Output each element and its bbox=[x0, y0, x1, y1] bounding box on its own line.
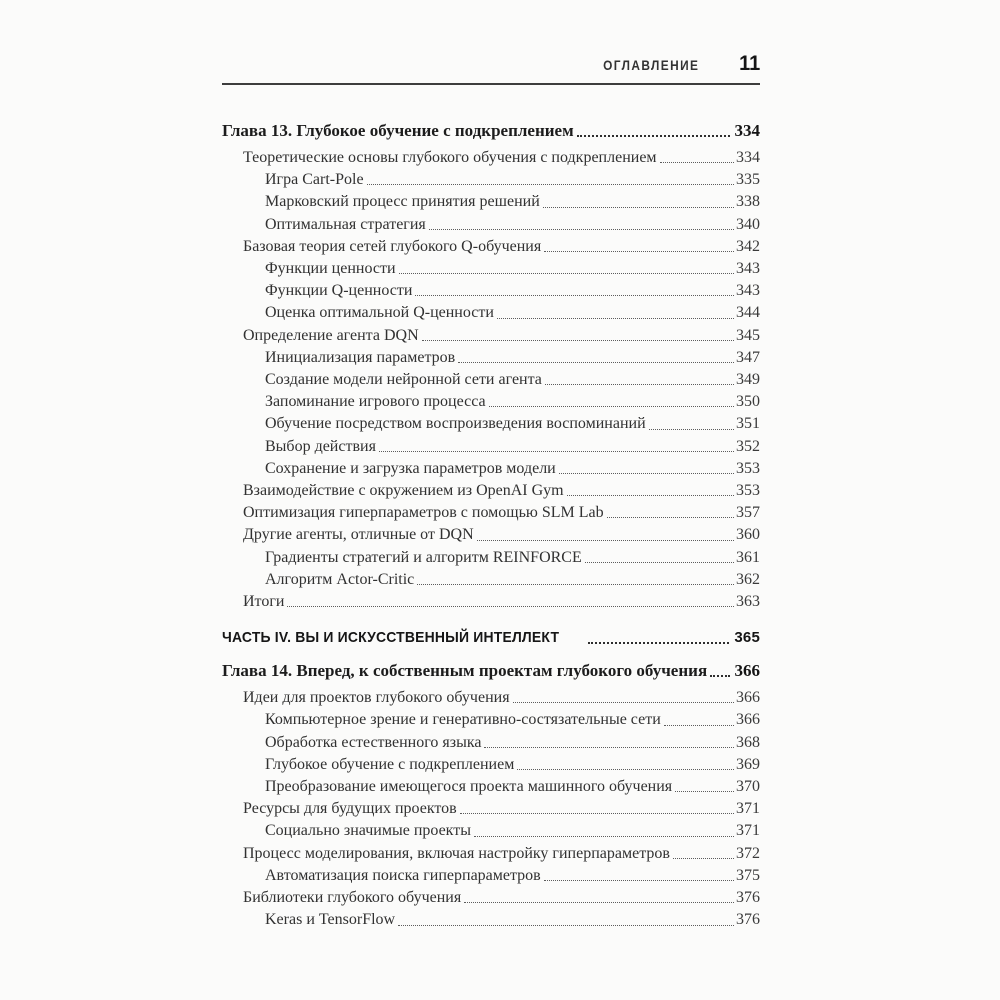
toc-entry-page: 366 bbox=[736, 689, 760, 707]
toc-entry bbox=[222, 413, 760, 435]
dot-leader bbox=[379, 451, 734, 452]
toc-entry bbox=[222, 754, 760, 776]
toc-entry bbox=[222, 147, 760, 169]
toc-entry-page: 351 bbox=[736, 415, 760, 433]
toc-entry-title: Компьютерное зрение и генеративно-состязательные сети bbox=[265, 711, 661, 729]
dot-leader bbox=[607, 517, 734, 518]
dot-leader bbox=[399, 273, 734, 274]
dot-leader bbox=[417, 584, 734, 585]
toc-entry-page: 340 bbox=[736, 215, 760, 233]
toc-entry bbox=[222, 887, 760, 909]
toc-entry bbox=[222, 843, 760, 865]
dot-leader bbox=[517, 769, 734, 770]
dot-leader bbox=[287, 606, 734, 607]
dot-leader bbox=[585, 562, 734, 563]
toc-chapter-heading-title: Глава 13. Глубокое обучение с подкреплением bbox=[222, 121, 574, 140]
toc-entry-page: 349 bbox=[736, 371, 760, 389]
dot-leader bbox=[464, 902, 734, 903]
toc-entry-title: Оптимальная стратегия bbox=[265, 215, 426, 233]
toc-entry-title: Градиенты стратегий и алгоритм REINFORCE bbox=[265, 548, 582, 566]
dot-leader bbox=[513, 702, 734, 703]
toc-entry-title: Социально значимые проекты bbox=[265, 822, 471, 840]
toc-entry bbox=[222, 347, 760, 369]
toc-entry-title: Взаимодействие с окружением из OpenAI Gym bbox=[243, 482, 564, 500]
toc-entry bbox=[222, 169, 760, 191]
dot-leader bbox=[497, 318, 734, 319]
dot-leader bbox=[588, 642, 730, 644]
toc-entry-page: 363 bbox=[736, 593, 760, 611]
toc-entry bbox=[222, 302, 760, 324]
dot-leader bbox=[460, 813, 734, 814]
toc-entry-title: Функции ценности bbox=[265, 260, 396, 278]
table-of-contents bbox=[222, 119, 760, 932]
toc-entry-title: Обучение посредством воспроизведения воспоминаний bbox=[265, 415, 646, 433]
dot-leader bbox=[398, 925, 734, 926]
toc-entry-page: 376 bbox=[736, 889, 760, 907]
toc-entry bbox=[222, 687, 760, 709]
toc-entry-title: Процесс моделирования, включая настройку гиперпараметров bbox=[243, 844, 670, 862]
dot-leader bbox=[567, 495, 734, 496]
toc-entry-title: Запоминание игрового процесса bbox=[265, 393, 486, 411]
page-number: 11 bbox=[738, 52, 760, 75]
toc-entry-title: Выбор действия bbox=[265, 437, 376, 455]
toc-entry-page: 376 bbox=[736, 911, 760, 929]
dot-leader bbox=[367, 184, 734, 185]
toc-entry-page: 338 bbox=[736, 193, 760, 211]
toc-chapter-heading-title: Глава 14. Вперед, к собственным проектам глубокого обучения bbox=[222, 661, 708, 681]
toc-chapter-heading-page: 334 bbox=[734, 121, 760, 140]
toc-entry-page: 357 bbox=[736, 504, 760, 522]
toc-entry-title: Другие агенты, отличные от DQN bbox=[243, 526, 474, 544]
toc-entry-page: 370 bbox=[736, 778, 760, 796]
toc-chapter-heading bbox=[222, 659, 760, 683]
toc-entry bbox=[222, 798, 760, 820]
running-header-title: ОГЛАВЛЕНИЕ bbox=[603, 58, 700, 73]
toc-part-heading-page: 365 bbox=[734, 629, 760, 647]
toc-entry-page: 362 bbox=[736, 570, 760, 588]
toc-entry-title: Марковский процесс принятия решений bbox=[265, 193, 540, 211]
toc-entry-page: 344 bbox=[736, 304, 760, 322]
toc-entry-page: 361 bbox=[736, 548, 760, 566]
toc-entry-title: Идеи для проектов глубокого обучения bbox=[243, 689, 510, 707]
toc-entry-title: Определение агента DQN bbox=[243, 326, 419, 344]
toc-entry-page: 350 bbox=[736, 393, 760, 411]
toc-entry-page: 366 bbox=[736, 711, 760, 729]
toc-entry bbox=[222, 280, 760, 302]
toc-entry-title: Автоматизация поиска гиперпараметров bbox=[265, 866, 541, 884]
dot-leader bbox=[474, 836, 734, 837]
dot-leader bbox=[415, 295, 734, 296]
dot-leader bbox=[649, 429, 734, 430]
dot-leader bbox=[675, 791, 734, 792]
toc-entry-title: Сохранение и загрузка параметров модели bbox=[265, 459, 556, 477]
toc-entry bbox=[222, 191, 760, 213]
toc-entry-title: Функции Q-ценности bbox=[265, 282, 413, 300]
toc-entry-title: Оптимизация гиперпараметров с помощью SLM Lab bbox=[243, 504, 604, 522]
dot-leader bbox=[660, 162, 734, 163]
toc-entry bbox=[222, 458, 760, 480]
toc-chapter-heading bbox=[222, 119, 760, 143]
toc-part-heading-title: ЧАСТЬ IV. ВЫ И ИСКУССТВЕННЫЙ ИНТЕЛЛЕКТ bbox=[222, 629, 560, 647]
toc-entry-page: 343 bbox=[736, 260, 760, 278]
toc-entry-page: 342 bbox=[736, 237, 760, 255]
toc-entry-page: 345 bbox=[736, 326, 760, 344]
toc-entry-title: Библиотеки глубокого обучения bbox=[243, 889, 462, 907]
toc-entry bbox=[222, 391, 760, 413]
toc-entry bbox=[222, 480, 760, 502]
toc-entry-page: 371 bbox=[736, 800, 760, 818]
dot-leader bbox=[545, 384, 734, 385]
toc-entry-title: Преобразование имеющегося проекта машинного обучения bbox=[265, 778, 673, 796]
toc-entry-page: 347 bbox=[736, 348, 760, 366]
toc-entry-title: Создание модели нейронной сети агента bbox=[265, 371, 542, 389]
toc-entry-page: 335 bbox=[736, 171, 760, 189]
toc-entry bbox=[222, 236, 760, 258]
toc-entry bbox=[222, 369, 760, 391]
dot-leader bbox=[544, 251, 734, 252]
toc-entry bbox=[222, 547, 760, 569]
toc-entry-title: Инициализация параметров bbox=[265, 348, 456, 366]
toc-entry-page: 375 bbox=[736, 866, 760, 884]
dot-leader bbox=[458, 362, 734, 363]
toc-entry bbox=[222, 820, 760, 842]
toc-entry-page: 334 bbox=[736, 149, 760, 166]
dot-leader bbox=[710, 675, 729, 677]
toc-entry bbox=[222, 591, 760, 613]
toc-chapter-heading-page: 366 bbox=[734, 661, 760, 681]
toc-entry-page: 360 bbox=[736, 526, 760, 544]
toc-entry-page: 353 bbox=[736, 482, 760, 500]
toc-entry-title: Игра Cart-Pole bbox=[265, 171, 364, 189]
dot-leader bbox=[477, 540, 734, 541]
toc-entry bbox=[222, 436, 760, 458]
toc-entry-page: 343 bbox=[736, 282, 760, 300]
toc-entry-title: Ресурсы для будущих проектов bbox=[243, 800, 457, 818]
running-header bbox=[222, 52, 760, 85]
toc-entry bbox=[222, 909, 760, 931]
toc-entry bbox=[222, 709, 760, 731]
toc-entry-page: 369 bbox=[736, 755, 760, 773]
toc-entry-title: Keras и TensorFlow bbox=[265, 911, 396, 929]
toc-entry bbox=[222, 776, 760, 798]
dot-leader bbox=[429, 229, 734, 230]
toc-entry bbox=[222, 865, 760, 887]
dot-leader bbox=[544, 880, 734, 881]
page-content bbox=[222, 52, 760, 932]
dot-leader bbox=[673, 858, 734, 859]
dot-leader bbox=[664, 725, 734, 726]
dot-leader bbox=[422, 340, 734, 341]
toc-entry-page: 353 bbox=[736, 459, 760, 477]
toc-entry-page: 372 bbox=[736, 844, 760, 862]
toc-entry-page: 352 bbox=[736, 437, 760, 455]
toc-part-heading bbox=[222, 626, 760, 650]
toc-entry-title: Теоретические основы глубокого обучения с подкреплением bbox=[243, 149, 657, 166]
toc-entry-page: 368 bbox=[736, 733, 760, 751]
toc-entry-title: Обработка естественного языка bbox=[265, 733, 482, 751]
toc-entry-title: Алгоритм Actor-Critic bbox=[265, 570, 415, 588]
dot-leader bbox=[577, 135, 730, 137]
toc-entry-title: Глубокое обучение с подкреплением bbox=[265, 755, 515, 773]
toc-entry-title: Итоги bbox=[243, 593, 285, 611]
dot-leader bbox=[484, 747, 734, 748]
toc-entry bbox=[222, 214, 760, 236]
toc-entry bbox=[222, 325, 760, 347]
toc-entry bbox=[222, 569, 760, 591]
toc-entry-title: Оценка оптимальной Q-ценности bbox=[265, 304, 494, 322]
dot-leader bbox=[543, 207, 734, 208]
toc-entry bbox=[222, 502, 760, 524]
dot-leader bbox=[559, 473, 734, 474]
toc-entry-page: 371 bbox=[736, 822, 760, 840]
toc-entry bbox=[222, 524, 760, 546]
dot-leader bbox=[489, 406, 734, 407]
toc-entry bbox=[222, 732, 760, 754]
toc-entry-title: Базовая теория сетей глубокого Q-обучения bbox=[243, 237, 542, 255]
toc-entry bbox=[222, 258, 760, 280]
